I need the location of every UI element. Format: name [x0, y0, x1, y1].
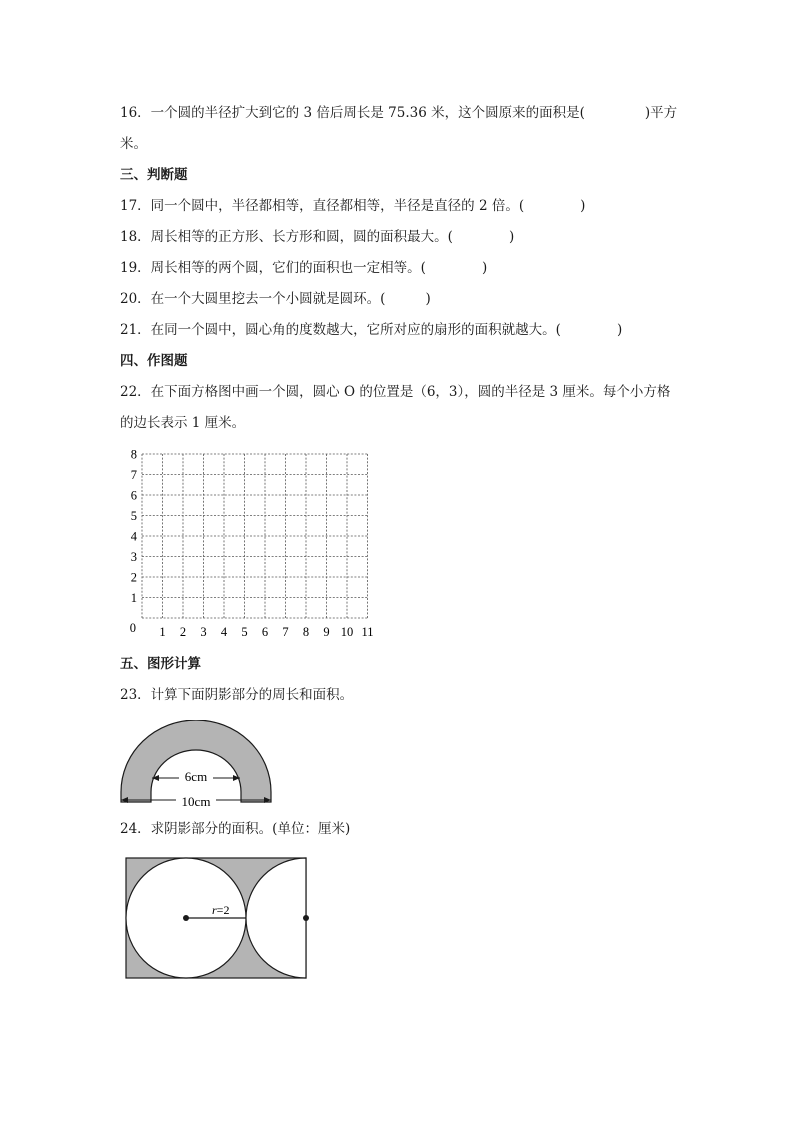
center-dot-icon — [183, 915, 189, 921]
close-paren: ) — [481, 260, 488, 276]
radius-label-value: =2 — [216, 903, 230, 917]
grid-x-label: 7 — [282, 625, 289, 639]
semicircle-ring-figure — [116, 720, 280, 812]
question-16-unit: )平方 — [644, 105, 678, 121]
question-17 — [120, 196, 585, 216]
grid-y-axis-labels — [130, 448, 138, 636]
question-24: 24．求阴影部分的面积。(单位：厘米) — [120, 821, 351, 837]
question-21-text: 21．在同一个圆中，圆心角的度数越大，它所对应的扇形的面积就越大。( — [120, 322, 561, 338]
section-title-judgement: 三、判断题 — [120, 167, 188, 183]
outer-diameter-label: 10cm — [181, 794, 211, 809]
grid-x-label: 3 — [200, 625, 207, 639]
question-16-text: 16．一个圆的半径扩大到它的 3 倍后周长是 75.36 米，这个圆原来的面积是( — [120, 105, 585, 121]
question-20 — [120, 289, 431, 309]
question-19-text: 19．周长相等的两个圆，它们的面积也一定相等。( — [120, 260, 426, 276]
inner-diameter-label: 6cm — [184, 769, 208, 784]
grid-x-label: 8 — [302, 625, 310, 639]
grid-x-axis-labels — [159, 625, 373, 639]
grid-lines — [142, 454, 368, 618]
question-18-text: 18．周长相等的正方形、长方形和圆，圆的面积最大。( — [120, 229, 453, 245]
grid-y-label: 5 — [130, 509, 137, 523]
grid-x-label: 10 — [340, 625, 354, 639]
grid-y-label: 7 — [130, 468, 137, 482]
grid-x-label: 1 — [159, 625, 166, 639]
grid-x-label: 5 — [241, 625, 248, 639]
grid-y-label: 8 — [130, 447, 137, 462]
grid-y-label: 2 — [130, 570, 137, 585]
grid-y-label: 4 — [130, 529, 137, 544]
grid-y-label: 3 — [130, 550, 137, 564]
question-16-line-2: 米。 — [120, 136, 147, 152]
grid-x-label: 6 — [261, 625, 269, 639]
radius-label — [212, 903, 229, 917]
radius-label-variable: r — [212, 903, 217, 917]
question-16-line-1 — [120, 103, 677, 123]
question-17-text: 17．同一个圆中，半径都相等，直径都相等，半径是直径的 2 倍。( — [120, 198, 525, 214]
question-22-line-1: 22．在下面方格图中画一个圆，圆心 O 的位置是（6，3），圆的半径是 3 厘米。每个小方格 — [120, 384, 671, 400]
close-paren: ) — [616, 322, 623, 338]
section-title-calculation: 五、图形计算 — [120, 656, 201, 672]
coordinate-grid[interactable] — [120, 444, 380, 639]
grid-y-label: 1 — [130, 591, 137, 605]
grid-x-label: 4 — [220, 625, 228, 639]
section-title-drawing: 四、作图题 — [120, 353, 188, 369]
edge-dot-icon — [303, 915, 309, 921]
grid-x-label: 2 — [179, 625, 187, 639]
grid-x-label: 9 — [323, 625, 330, 639]
shaded-half-ring — [121, 720, 271, 802]
grid-y-label: 0 — [129, 621, 136, 635]
grid-y-label: 6 — [130, 488, 137, 503]
grid-x-label: 11 — [361, 625, 374, 639]
close-paren: ) — [425, 291, 431, 307]
question-21 — [120, 320, 622, 340]
close-paren: ) — [580, 198, 586, 214]
close-paren: ) — [508, 229, 515, 245]
question-23: 23．计算下面阴影部分的周长和面积。 — [120, 687, 354, 703]
question-18 — [120, 227, 514, 247]
question-19 — [120, 258, 487, 278]
question-20-text: 20．在一个大圆里挖去一个小圆就是圆环。( — [120, 291, 386, 307]
rectangle-circles-figure — [120, 850, 315, 985]
question-22-line-2: 的边长表示 1 厘米。 — [120, 415, 246, 431]
